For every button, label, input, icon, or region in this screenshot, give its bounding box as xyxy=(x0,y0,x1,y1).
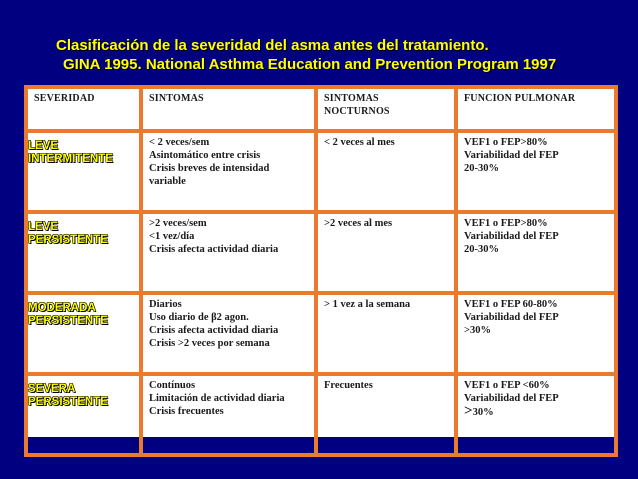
cell-severidad xyxy=(26,212,141,293)
cell-sintomas: Contínuos Limitación de actividad diaria Crisis frecuentes xyxy=(141,374,316,455)
funcion-value: 30% xyxy=(472,407,494,418)
cell-nocturnos: >2 veces al mes xyxy=(316,212,456,293)
cell-severidad xyxy=(26,293,141,374)
table-row xyxy=(26,212,616,293)
severity-label: LEVE PERSISTENTE xyxy=(28,221,108,246)
severity-table xyxy=(24,85,618,457)
header-sintomas: SINTOMAS xyxy=(141,87,316,131)
severity-label: SEVERA PERSISTENTE xyxy=(28,383,108,408)
severity-label: MODERADA PERSISTENTE xyxy=(28,302,108,327)
cell-nocturnos: Frecuentes xyxy=(316,374,456,455)
table-row xyxy=(26,131,616,212)
slide-title-line-1: Clasificación de la severidad del asma antes del tratamiento. xyxy=(56,37,489,54)
funcion-line: Variabilidad del FEP xyxy=(464,393,559,404)
header-nocturnos: SINTOMAS NOCTURNOS xyxy=(316,87,456,131)
greater-than-symbol: > xyxy=(464,403,473,419)
cell-severidad xyxy=(26,374,141,455)
cell-sintomas: Diarios Uso diario de β2 agon. Crisis afecta actividad diaria Crisis >2 veces por semana xyxy=(141,293,316,374)
severity-label: LEVE INTERMITENTE xyxy=(28,140,113,165)
cell-nocturnos: > 1 vez a la semana xyxy=(316,293,456,374)
slide-title-line-2: GINA 1995. National Asthma Education and Prevention Program 1997 xyxy=(63,56,557,73)
cell-nocturnos: < 2 veces al mes xyxy=(316,131,456,212)
header-severidad: SEVERIDAD xyxy=(26,87,141,131)
cell-funcion: VEF1 o FEP>80% Variabilidad del FEP 20-30% xyxy=(456,131,616,212)
severity-table-container xyxy=(24,85,614,437)
table-row xyxy=(26,374,616,455)
cell-severidad xyxy=(26,131,141,212)
funcion-value-line xyxy=(464,403,494,419)
cell-sintomas: < 2 veces/sem Asintomático entre crisis Crisis breves de intensidad variable xyxy=(141,131,316,212)
cell-funcion: VEF1 o FEP 60-80% Variabilidad del FEP >30% xyxy=(456,293,616,374)
table-header-row xyxy=(26,87,616,131)
cell-sintomas: >2 veces/sem <1 vez/día Crisis afecta actividad diaria xyxy=(141,212,316,293)
table-row xyxy=(26,293,616,374)
cell-funcion: VEF1 o FEP>80% Variabilidad del FEP 20-30% xyxy=(456,212,616,293)
funcion-line: VEF1 o FEP <60% xyxy=(464,380,550,391)
header-funcion-pulmonar: FUNCION PULMONAR xyxy=(456,87,616,131)
cell-funcion xyxy=(456,374,616,455)
